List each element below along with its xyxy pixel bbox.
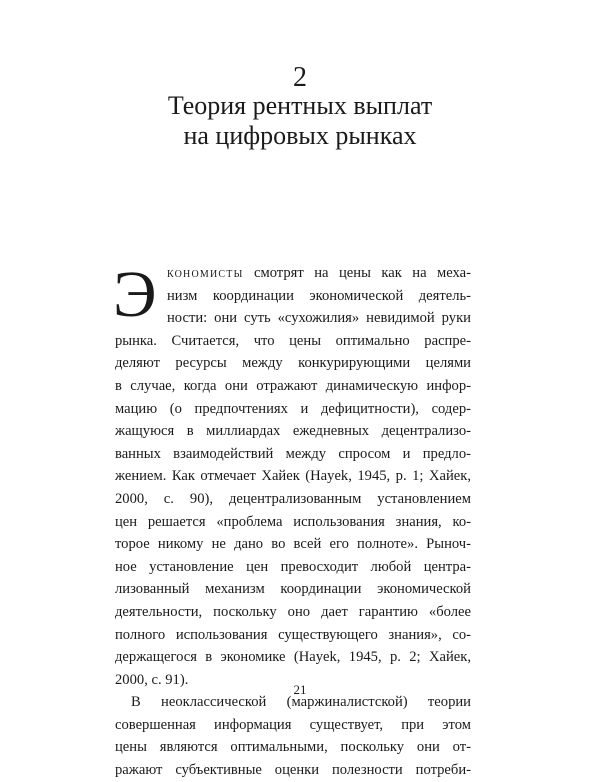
text-line: 2000, с. 90), децентрализованным установлением bbox=[115, 490, 471, 507]
text-line: деляют ресурсы между конкурирующими целями bbox=[115, 355, 471, 372]
text-line: рынка. Считается, что цены оптимально распре- bbox=[115, 332, 471, 349]
text-line: ванных взаимодействий между спросом и предло- bbox=[115, 445, 471, 462]
text-line: торое никому не дано во всей его полноте». Рыноч- bbox=[115, 536, 471, 553]
text-line: низм координации экономической деятель- bbox=[167, 287, 471, 304]
text-line: ности: они суть «сухожилия» невидимой руки bbox=[167, 310, 471, 327]
text-line: В неоклассической (маржиналистской) теории bbox=[131, 694, 471, 711]
text-line: в случае, когда они отражают динамическую инфор- bbox=[115, 377, 471, 394]
body-text bbox=[113, 258, 471, 782]
text-line: держащегося в экономике (Hayek, 1945, p. 2; Хайек, bbox=[115, 649, 471, 666]
chapter-title-line-2: на цифровых рынках bbox=[183, 121, 417, 150]
text-line: цены являются оптимальными, поскольку они от- bbox=[115, 739, 471, 756]
text-line: лизованный механизм координации экономической bbox=[115, 581, 471, 598]
text-line: ное установление цен превосходит любой центра- bbox=[115, 558, 471, 575]
text-line: кономисты смотрят на цены как на меха- bbox=[167, 265, 471, 281]
text-line: ражают субъективные оценки полезности потреби- bbox=[115, 762, 471, 779]
lead-small-caps: кономисты bbox=[167, 265, 244, 281]
drop-cap: Э bbox=[113, 258, 157, 331]
text-line: совершенная информация существует, при этом bbox=[115, 716, 471, 733]
text-line: деятельности, поскольку оно дает гарантию «более bbox=[115, 603, 471, 620]
chapter-title bbox=[0, 91, 600, 151]
text-line: мацию (о предпочтениях и дефицитности), содер- bbox=[115, 400, 471, 417]
text-line: жением. Как отмечает Хайек (Hayek, 1945, p. 1; Хайек, bbox=[115, 468, 471, 485]
chapter-number: 2 bbox=[293, 62, 307, 93]
text-line: 2000, с. 91). bbox=[115, 671, 189, 688]
text-line: цен решается «проблема использования знания, ко- bbox=[115, 513, 471, 530]
chapter-title-line-1: Теория рентных выплат bbox=[167, 91, 433, 120]
text-line: жащуюся в миллиардах ежедневных децентрализо- bbox=[115, 423, 471, 440]
page-number: 21 bbox=[293, 682, 307, 697]
text-line: полного использования существующего знания», со- bbox=[115, 626, 471, 643]
